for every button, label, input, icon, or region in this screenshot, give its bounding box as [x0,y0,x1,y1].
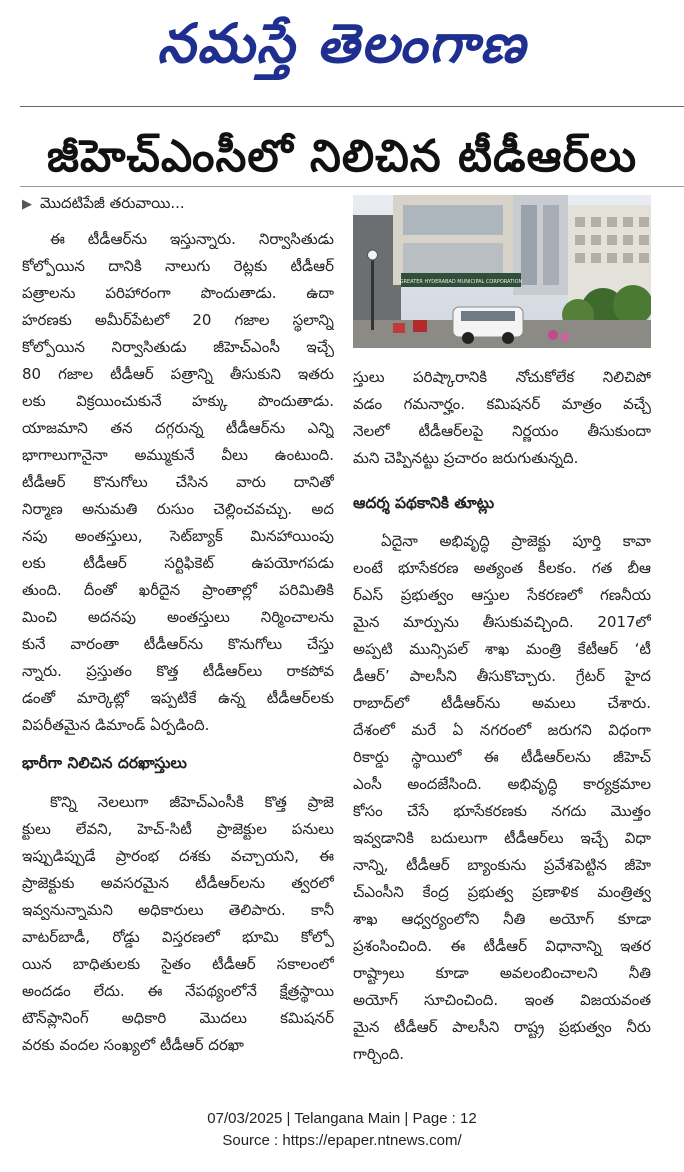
text-line: కునే వారంతా టీడీఆర్‌ను కొనుగోలు చేస్తు [22,635,334,653]
text-line: ప్రాజెక్టుకు అవసరమైన టీడీఆర్‌లను త్వరలో [22,874,334,892]
text-line: లకు విక్రయించుకునే హక్కు పొందుతాడు. [22,392,334,410]
kicker-text: మొదటిపేజీ తరువాయి... [40,194,185,212]
left-paragraph-1 [22,226,334,739]
left-paragraph-2 [22,789,334,1059]
text-line: ఎంసీ అందజేసింది. అభివృద్ధి కార్యక్రమాల [353,775,651,793]
text-line: అప్పటి మున్సిపల్ శాఖ మంత్రి కేటీఆర్ ‘టీ [353,640,651,658]
text-line: డీఆర్’ పాలసీని తీసుకొచ్చారు. గ్రేటర్ హైద [353,667,651,685]
text-line: ఇవ్వనున్నామని అధికారులు తెలిపారు. కానీ [22,901,334,919]
text-line: విపరీతమైన డిమాండ్ ఏర్పడింది. [22,716,210,734]
text-line: క్టులు లేవని, హెచ్-సిటీ ప్రాజెక్టుల పనులు [22,820,334,838]
text-line: కోసం చేసే భూసేకరణకు నగదు మొత్తం [353,802,651,820]
text-line: హరణకు అమీర్‌పేటలో 20 గజాల స్థలాన్ని [22,311,334,329]
text-line: మించి అదనపు అంతస్తులు నిర్మించాలను [22,608,334,626]
photo-sign-text: GREATER HYDERABAD MUNICIPAL CORPORATION [399,279,523,285]
text-line: భాగాలుగానైనా అమ్ముకునే వీలు ఉంటుంది. [22,446,334,464]
text-line: మైన టీడీఆర్ పాలసీని రాష్ట్ర ప్రభుత్వం నీరు [353,1018,651,1036]
text-line: నాన్ని, టీడీఆర్ బ్యాంకును ప్రవేశపెట్టిన జీహె [353,856,651,874]
building-photo [353,195,651,348]
text-line: రాబాద్‌లో టీడీఆర్‌ను అమలు చేశారు. [353,694,651,712]
headline-rule [20,186,684,187]
text-line: ఇవ్వడానికి బదులుగా టీడీఆర్‌లు ఇచ్చే విధా [353,829,651,847]
right-paragraph-1 [353,364,651,472]
text-line: ఏదైనా అభివృద్ధి ప్రాజెక్టు పూర్తి కావా [381,532,651,550]
masthead [0,0,684,96]
footer-source-line: Source : https://epaper.ntnews.com/ [222,1132,462,1149]
text-line: 80 గజాల టీడీఆర్ పత్రాన్ని తీసుకుని ఇతరు [22,365,334,383]
text-line: వడం గమనార్హం. కమిషనర్ మాత్రం వచ్చే [353,395,651,413]
masthead-rule [20,106,684,107]
text-line: యాజమాని తన దగ్గరున్న టీడీఆర్‌ను ఎన్ని [22,419,334,437]
left-column [22,226,334,1059]
right-paragraph-2 [353,528,651,1068]
text-line: కొన్ని నెలలుగా జీహెచ్ఎంసీకి కొత్త ప్రాజె [50,793,334,811]
text-line: లంటే భూసేకరణ అత్యంత కీలకం. గత బీఆ [353,559,651,577]
text-line: న్నారు. ప్రస్తుతం కొత్త టీడీఆర్‌లు రాకపోవ [22,662,334,680]
text-line: ఈ టీడీఆర్‌ను ఇస్తున్నారు. నిర్వాసితుడు [50,230,334,248]
text-line: యిన బాధితులకు సైతం టీడీఆర్ సకాలంలో [22,955,334,973]
text-line: తుంది. దీంతో ఖరీదైన ప్రాంతాల్లో పరిమితికి [22,581,334,599]
text-line: నపు అంతస్తులు, సెట్‌బ్యాక్ మినహాయింపు [22,527,334,545]
article-photo [353,195,651,348]
text-line: అయోగ్ సూచించింది. ఇంత విజయవంత [353,991,651,1009]
text-line: నిర్మాణ అనుమతి రుసుం చెల్లించవచ్చు. అద [22,500,334,518]
text-line: కోల్పోయిన నిర్వాసితుడు జీహెచ్ఎంసీ ఇచ్చే [22,338,334,356]
text-line: శాఖ ఆధ్వర్యంలోని నీతి అయోగ్ కూడా [353,910,651,928]
text-line: పత్రాలను పరిహారంగా పొందుతాడు. ఉదా [22,284,334,302]
continuation-kicker [22,193,185,215]
text-line: అందడం లేదు. ఈ నేపథ్యంలోనే క్షేత్రస్థాయి [22,982,334,1000]
text-line: వాటర్‌బాడీ, రోడ్డు విస్తరణలో భూమి కోల్పో [22,928,334,946]
text-line: మని చెప్పినట్టు ప్రచారం జరుగుతున్నది. [353,449,579,467]
article-headline: జీహెచ్ఎంసీలో నిలిచిన టీడీఆర్‌లు [46,131,638,182]
footer-date-line: 07/03/2025 | Telangana Main | Page : 12 [207,1110,477,1127]
text-line: చ్ఎంసీని కేంద్ర ప్రభుత్వ ప్రణాళిక మంత్రిత్వ [353,883,651,901]
text-line: కోల్పోయిన దానికి నాలుగు రెట్లకు టీడీఆర్ [22,257,334,275]
right-subhead: ఆదర్శ పథకానికి తూట్లు [353,494,495,512]
text-line: గార్చింది. [353,1045,405,1063]
text-line: టీడీఆర్ కొనుగోలు చేసిన వారు దానితో [22,473,334,491]
text-line: రాష్ట్రాలు కూడా అవలంబించాలని నీతి [353,964,651,982]
text-line: ర్ఎస్ ప్రభుత్వం ఆస్తుల సేకరణలో గణనీయ [353,586,651,604]
text-line: ఇప్పుడిప్పుడే ప్రారంభ దశకు వచ్చాయని, ఈ [22,847,334,865]
text-line: నెలలో టీడీఆర్‌లపై నిర్ణయం తీసుకుందా [353,422,651,440]
text-line: దేశంలో మరే ఏ నగరంలో జరుగని విధంగా [353,721,651,739]
text-line: డంతో మార్కెట్లో ఇప్పటికే ఉన్న టీడీఆర్‌లకు [22,689,334,707]
text-line: ప్రశంసించింది. ఈ టీడీఆర్ విధానాన్ని ఇతర [353,937,651,955]
chevron-right-icon: ▶ [22,197,32,212]
left-subhead: భారీగా నిలిచిన దరఖాస్తులు [22,754,187,772]
text-line: రికార్డు స్థాయిలో ఈ టీడీఆర్‌లను జీహెచ్ [353,748,651,766]
text-line: వరకు వందల సంఖ్యలో టీడీఆర్ దరఖా [22,1036,244,1054]
right-column [353,364,651,1068]
text-line: మైన మార్పును తీసుకువచ్చింది. 2017లో [353,613,651,631]
text-line: స్తులు పరిష్కారానికి నోచుకోలేక నిలిచిపో [353,368,651,386]
newspaper-logo: నమస్తే తెలంగాణ [157,12,527,75]
text-line: టౌన్‌ప్లానింగ్ అధికారి మొదలు కమిషనర్ [22,1009,334,1027]
text-line: లకు టీడీఆర్ సర్టిఫికెట్ ఉపయోగపడు [22,554,334,572]
